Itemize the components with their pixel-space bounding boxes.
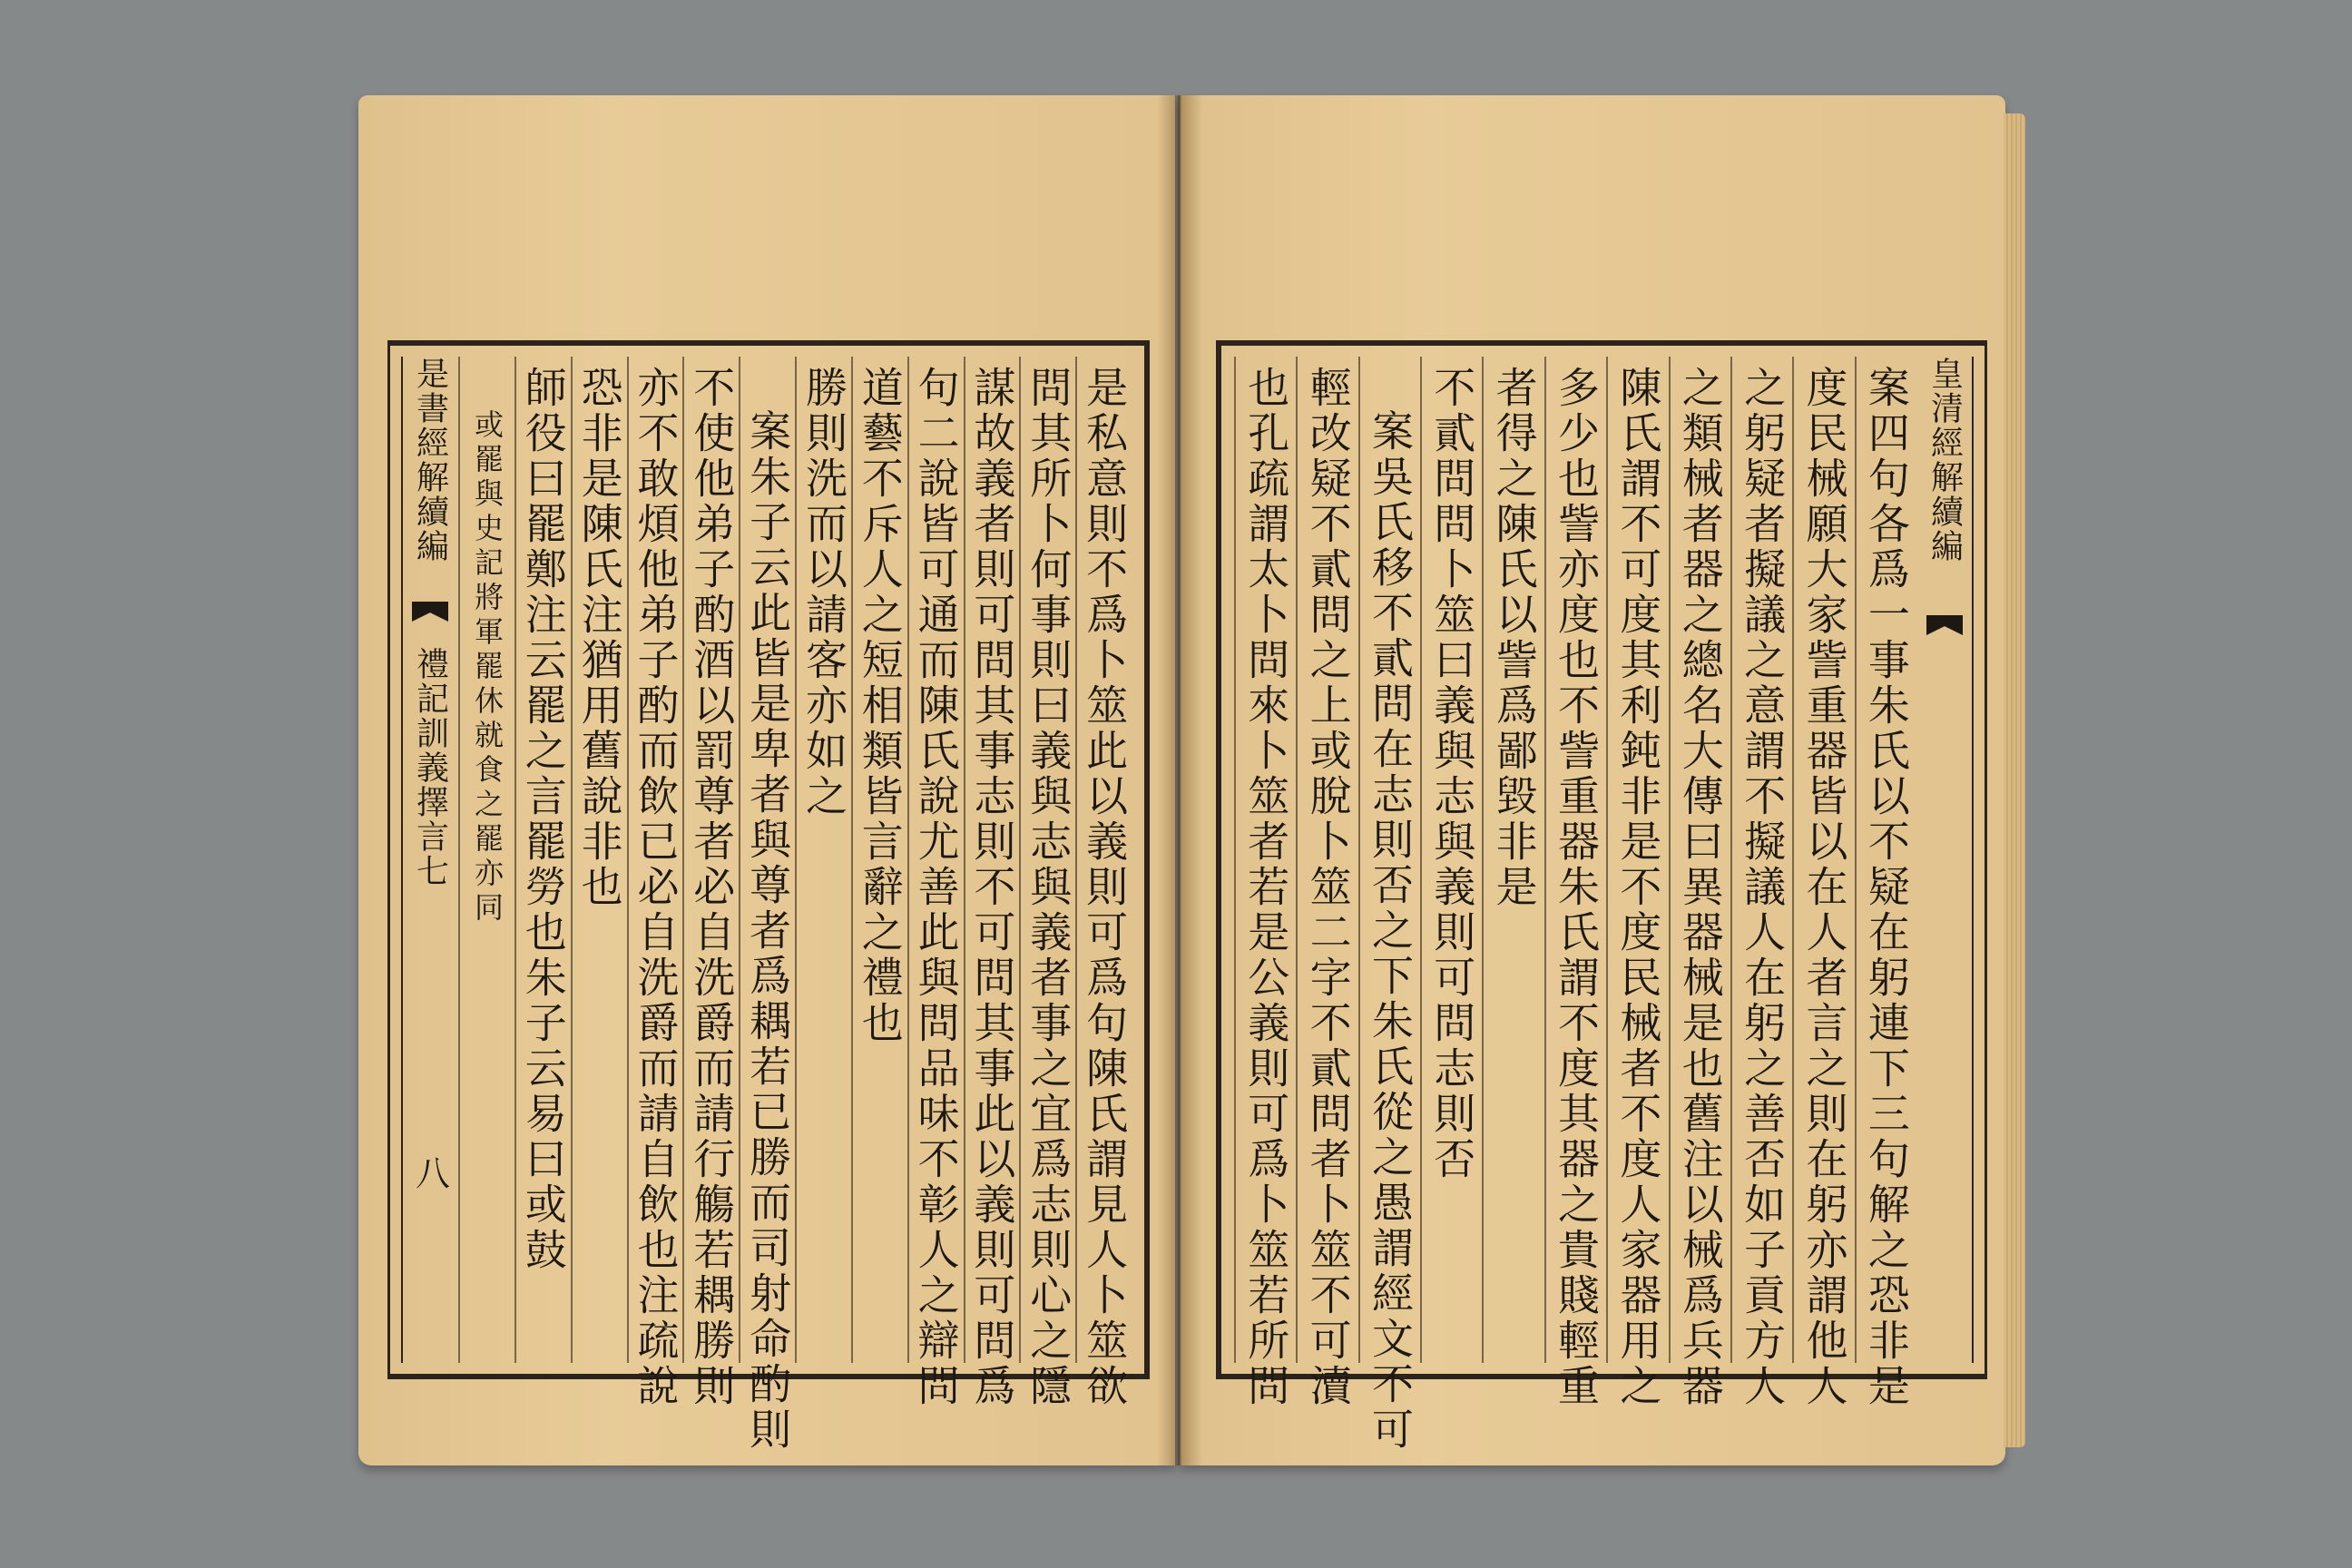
column-text: 道藝不斥人之短相類皆言辭之禮也 — [855, 366, 905, 1046]
column-text: 陳氏謂不可度其利鈍非是不度民械者不度人家器用之 — [1613, 366, 1663, 1409]
column-text: 謀故義者則可問其事志則不可問其事此以義則可問爲 — [967, 366, 1017, 1409]
column-text: 師役曰罷鄭注云罷之言罷勞也朱子云易曰或鼓 — [518, 366, 568, 1273]
text-column — [1358, 357, 1420, 1453]
column-text: 案四句各爲一事朱氏以不疑在躬連下三句解之恐非是 — [1861, 366, 1911, 1409]
text-column — [682, 357, 739, 1409]
column-text: 不使他弟子酌酒以罰尊者必自洗爵而請行觴若耦勝則 — [687, 366, 737, 1409]
fishtail-mark — [412, 602, 448, 622]
column-text: 輕改疑不貳問之上或脫卜筮二字不貳問者卜筮不可瀆 — [1303, 366, 1353, 1409]
text-column — [514, 357, 571, 1363]
column-text: 恐非是陳氏注猶用舊說非也 — [574, 366, 624, 910]
column-text: 也孔疏謂太卜問來卜筮者若是公義則可爲卜筮若所問 — [1241, 366, 1291, 1409]
right-margin-title: 皇清經解續編 — [1926, 357, 1964, 564]
text-column — [627, 357, 683, 1409]
text-column — [1234, 357, 1296, 1409]
text-column — [571, 357, 627, 1363]
text-column — [1606, 357, 1668, 1409]
text-column — [1420, 357, 1482, 1363]
right-margin-column — [1917, 357, 1974, 1363]
left-text-frame — [387, 340, 1150, 1453]
column-text: 或罷與史記將軍罷休就食之罷亦同 — [469, 409, 505, 926]
column-text: 之躬疑者擬議之意謂不擬議人在躬之善否如子貢方人 — [1738, 366, 1788, 1409]
right-text-columns — [1234, 357, 1916, 1453]
left-page — [358, 95, 1175, 1465]
right-page — [1180, 95, 2005, 1465]
left-margin-subtitle: 禮記訓義擇言七 — [411, 647, 449, 888]
text-column — [907, 357, 964, 1409]
fishtail-mark — [1926, 615, 1963, 635]
text-column — [1730, 357, 1792, 1409]
open-book — [358, 95, 2005, 1479]
right-text-frame — [1216, 340, 1987, 1453]
text-column — [964, 357, 1020, 1409]
column-text: 不貳問問卜筮曰義與志與義則可問志則否 — [1427, 366, 1477, 1182]
page-edges — [2004, 113, 2025, 1447]
column-text: 案吳氏移不貳問在志則否之下朱氏從之愚謂經文不可 — [1365, 409, 1415, 1453]
text-column — [851, 357, 907, 1363]
left-margin-title: 是書經解續編 — [411, 357, 449, 564]
text-column — [1669, 357, 1730, 1409]
column-text: 是私意則不爲卜筮此以義則可爲句陳氏謂見人卜筮欲 — [1080, 366, 1130, 1409]
folio-number: 八 — [409, 1155, 450, 1190]
column-text: 勝則洗而以請客亦如之 — [799, 366, 848, 819]
left-text-columns — [458, 357, 1132, 1453]
column-text: 者得之陳氏以訾爲鄙毀非是 — [1489, 366, 1539, 910]
text-column — [1019, 357, 1075, 1409]
left-margin-column — [401, 357, 457, 1363]
text-column — [458, 357, 514, 1363]
text-column — [1792, 357, 1854, 1409]
text-column — [795, 357, 851, 1363]
column-text: 多少也訾亦度也不訾重器朱氏謂不度其器之貴賤輕重 — [1552, 366, 1602, 1409]
text-column — [1075, 357, 1132, 1409]
column-text: 度民械願大家訾重器皆以在人者言之則在躬亦謂他人 — [1799, 366, 1849, 1409]
text-column — [1855, 357, 1916, 1409]
text-column — [1296, 357, 1357, 1409]
column-text: 亦不敢煩他弟子酌而飲已必自洗爵而請自飲也注疏說 — [631, 366, 681, 1409]
column-text: 問其所卜何事則曰義與志與義者事之宜爲志則心之隱 — [1024, 366, 1073, 1409]
book-gutter — [1157, 95, 1202, 1465]
column-text: 句二說皆可通而陳氏說尤善此與問品味不彰人之辯問 — [911, 366, 961, 1409]
column-text: 案朱子云此皆是卑者與尊者爲耦若已勝而司射命酌則 — [743, 409, 793, 1453]
text-column — [1482, 357, 1544, 1363]
column-text: 之類械者器之總名大傳曰異器械是也舊注以械爲兵器 — [1675, 366, 1725, 1409]
text-column — [739, 357, 795, 1453]
text-column — [1544, 357, 1606, 1409]
